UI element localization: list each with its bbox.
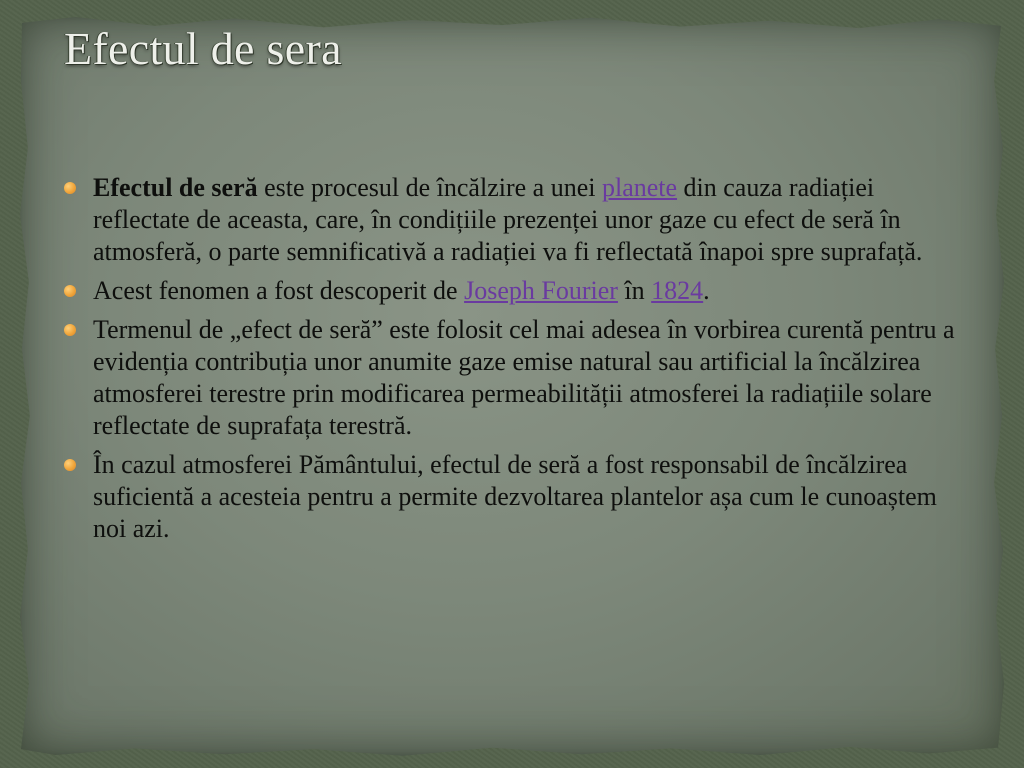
bullet-text: în xyxy=(617,276,652,305)
bullet-item-4 xyxy=(64,449,974,545)
bullet-text: din cauza radiației reflectate de aceasta, care, în condițiile prezenței unor gaze cu efect de seră în atmosferă, o parte semnificativă a radiației va fi reflectată înapoi spre suprafață. xyxy=(93,173,923,266)
bullet-text: În cazul atmosferei Pământului, efectul de seră a fost responsabil de încălzirea suficientă a acesteia pentru a permite dezvoltarea plantelor așa cum le cunoaștem noi azi. xyxy=(93,450,937,543)
bullet-dot-icon xyxy=(64,182,76,194)
link-1824[interactable]: 1824 xyxy=(651,276,704,305)
link-joseph-fourier[interactable]: Joseph Fourier xyxy=(464,276,618,305)
link-planete[interactable]: planete xyxy=(601,173,678,202)
bullet-term: Efectul de seră xyxy=(93,173,258,202)
bullet-text: . xyxy=(703,276,710,305)
bullet-text: Termenul de „efect de seră” este folosit cel mai adesea în vorbirea curentă pentru a evidenția contribuția unor anumite gaze emise natural sau artificial la încălzirea atmosferei terestre prin modificarea permeabilității atmosferei la radiațiile solare reflectate de suprafața terestră. xyxy=(93,315,955,440)
bullet-item-3 xyxy=(64,314,974,442)
bullet-text: este procesul de încălzire a unei xyxy=(257,173,602,202)
bullet-text: Acest fenomen a fost descoperit de xyxy=(93,276,465,305)
slide-title: Efectul de sera xyxy=(64,23,342,74)
bullet-list xyxy=(64,172,974,552)
bullet-item-1 xyxy=(64,172,974,268)
bullet-dot-icon xyxy=(64,285,76,297)
bullet-dot-icon xyxy=(64,459,76,471)
bullet-dot-icon xyxy=(64,324,76,336)
bullet-item-2 xyxy=(64,275,974,307)
